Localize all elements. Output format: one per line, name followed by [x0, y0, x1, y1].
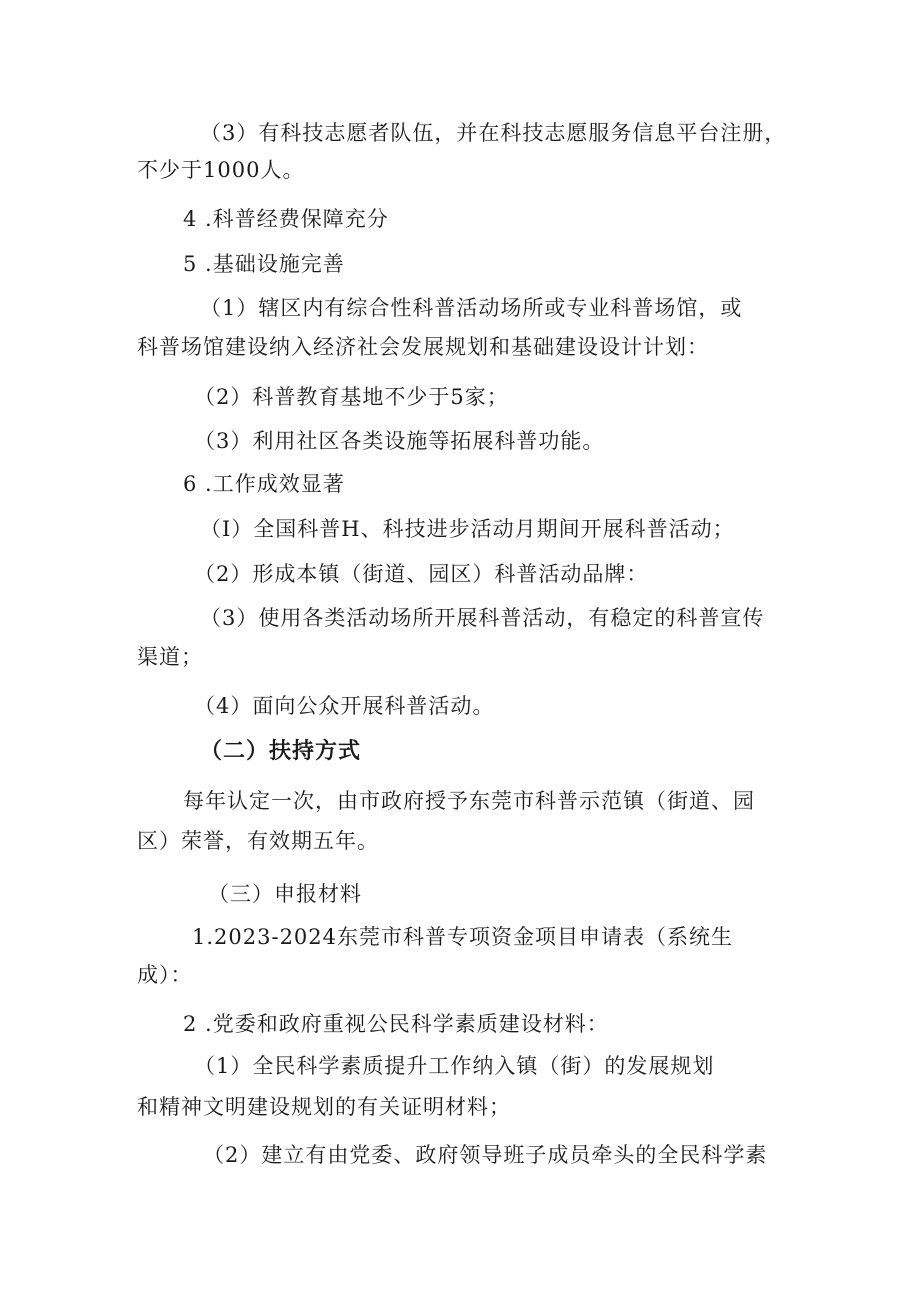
- paragraph-line: （2）建立有由党委、政府领导班子成员牵头的全民科学素: [203, 1143, 768, 1167]
- section-item-5: 5 .基础设施完善: [183, 252, 345, 276]
- paragraph-line: （1）全民科学素质提升工作纳入镇（街）的发展规划: [194, 1054, 715, 1078]
- section-item-6: 6 .工作成效显著: [183, 472, 345, 496]
- paragraph-line: 科普场馆建设纳入经济社会发展规划和基础建设设计计划：: [137, 335, 709, 359]
- paragraph-line: 每年认定一次，由市政府授予东莞市科普示范镇（街道、园: [183, 789, 755, 813]
- paragraph-line: （2）形成本镇（街道、园区）科普活动品牌：: [194, 562, 649, 586]
- paragraph-line: （I）全国科普H、科技进步活动月期间开展科普活动；: [200, 517, 735, 541]
- paragraph-line: （1）辖区内有综合性科普活动场所或专业科普场馆，或: [200, 296, 743, 320]
- paragraph-line: （4）面向公众开展科普活动。: [194, 694, 495, 718]
- paragraph-line: （3）有科技志愿者队伍，并在科技志愿服务信息平台注册，: [200, 121, 787, 145]
- paragraph-line: （3）使用各类活动场所开展科普活动，有稳定的科普宣传: [200, 606, 765, 630]
- paragraph-line: 区）荣誉，有效期五年。: [137, 829, 379, 853]
- paragraph-line: 渠道；: [137, 645, 203, 669]
- paragraph-line: 不少于1000人。: [137, 158, 305, 182]
- section-heading-support: （二）扶持方式: [200, 739, 362, 764]
- paragraph-line: （3）利用社区各类设施等拓展科普功能。: [194, 429, 605, 453]
- paragraph-line: 和精神文明建设规划的有关证明材料；: [137, 1095, 511, 1119]
- paragraph-line: 2 .党委和政府重视公民科学素质建设材料：: [183, 1012, 609, 1036]
- section-item-4: 4 .科普经费保障充分: [183, 207, 389, 231]
- paragraph-line: 1.2023-2024东莞市科普专项资金项目申请表（系统生: [192, 925, 734, 949]
- paragraph-line: 成）：: [137, 963, 193, 987]
- section-heading-materials: （三）申报材料: [208, 882, 362, 906]
- paragraph-line: （2）科普教育基地不少于5家；: [194, 385, 509, 409]
